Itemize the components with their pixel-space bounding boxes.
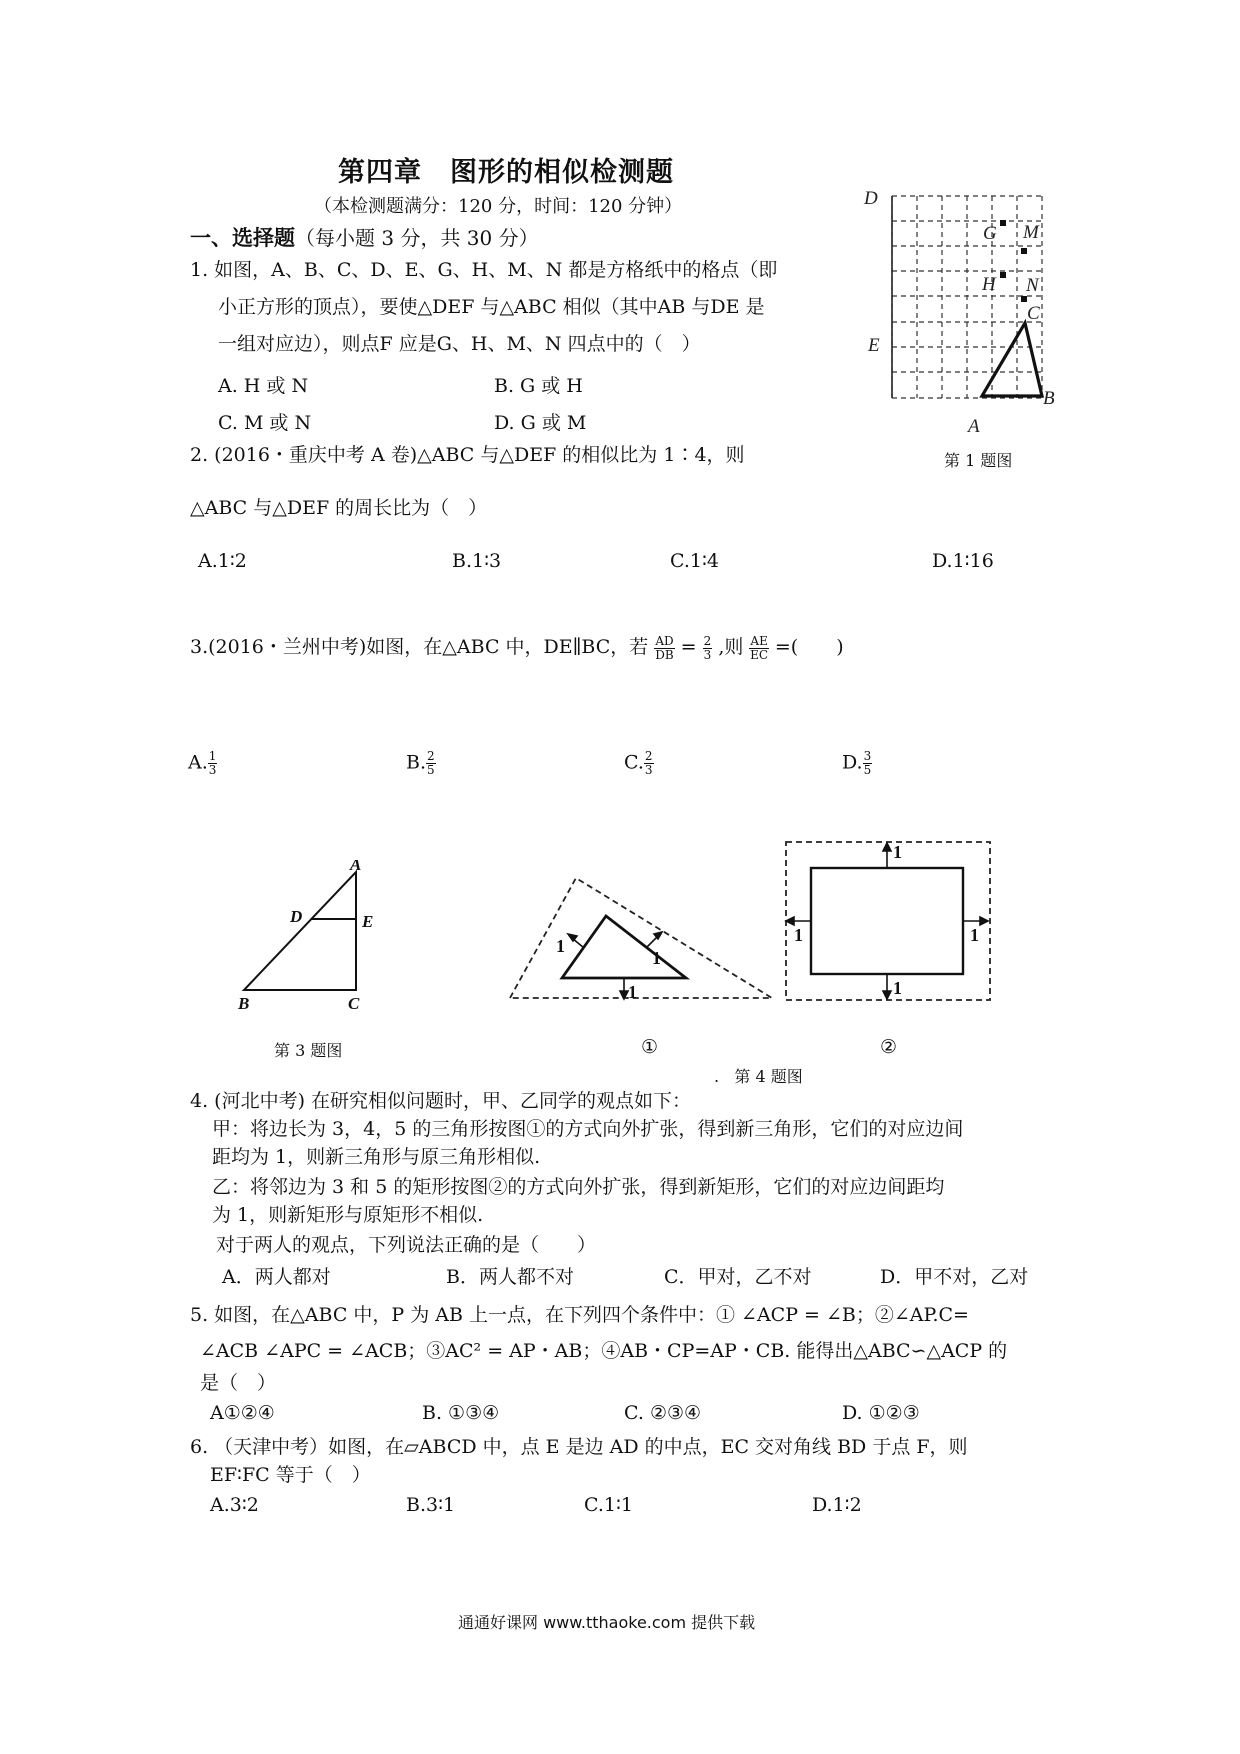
- expanded-triangle: [510, 878, 772, 998]
- q6-line1: 6. （天津中考）如图，在▱ABCD 中，点 E 是边 AD 的中点，EC 交对角线 BD 于点 F，则: [190, 1436, 968, 1458]
- frac-denominator: 3: [703, 647, 712, 662]
- footer-credit: 通通好课网 www.tthaoke.com 提供下载: [458, 1613, 756, 1632]
- q3-fraction-2-3: [703, 635, 713, 662]
- q4-line4: 乙：将邻边为 3 和 5 的矩形按图②的方式向外扩张，得到新矩形，它们的对应边间距均: [212, 1176, 945, 1198]
- q3-figure-caption: 第 3 题图: [274, 1041, 343, 1060]
- label-a: A: [350, 860, 362, 874]
- distance-label: 1: [628, 982, 637, 1002]
- label-e: E: [362, 912, 374, 931]
- label-c: C: [348, 994, 360, 1013]
- q5-option-b: B. ①③④: [422, 1402, 500, 1424]
- caption-text: 第 4 题图: [734, 1067, 803, 1086]
- q5-option-a: A①②④: [210, 1402, 275, 1424]
- label-g: G: [983, 223, 997, 244]
- q5-option-d: D. ①②③: [842, 1402, 920, 1424]
- q5-option-c: C. ②③④: [624, 1402, 702, 1424]
- q1-figure-caption: 第 1 题图: [944, 451, 1013, 470]
- label-h: H: [982, 274, 996, 295]
- original-triangle: [562, 916, 686, 978]
- q4-option-b: B．两人都不对: [446, 1266, 574, 1288]
- frac-denominator: 5: [427, 763, 435, 777]
- original-rectangle: [811, 868, 963, 974]
- q4-option-d: D．甲不对，乙对: [880, 1266, 1029, 1288]
- section-note: （每小题 3 分，共 30 分）: [295, 226, 539, 250]
- q4-line2: 甲：将边长为 3，4，5 的三角形按图①的方式向外扩张，得到新三角形，它们的对应边间: [212, 1118, 964, 1140]
- label-b: B: [1043, 388, 1055, 409]
- q2-line1: 2. (2016・重庆中考 A 卷)△ABC 与△DEF 的相似比为 1∶4，则: [190, 444, 745, 466]
- label-b: B: [238, 994, 250, 1013]
- frac-denominator: EC: [750, 647, 769, 662]
- q1-grid-figure: [860, 188, 1090, 448]
- q4-option-c: C．甲对，乙不对: [664, 1266, 812, 1288]
- label-n: N: [1026, 275, 1039, 296]
- q2-line2: △ABC 与△DEF 的周长比为（ ）: [190, 497, 488, 519]
- distance-label: 1: [893, 842, 902, 862]
- distance-label: 1: [970, 925, 979, 945]
- q3-fraction-ae-ec: [749, 635, 768, 662]
- frac-numerator: 2: [644, 749, 653, 763]
- distance-label: 1: [893, 978, 902, 998]
- q3-option-a: [188, 750, 217, 777]
- label-c: C: [1027, 303, 1040, 324]
- point-g: [1000, 220, 1006, 226]
- frac-numerator: AD: [655, 633, 674, 648]
- q1-line3: 一组对应边），则点F 应是G、H、M、N 四点中的（ ）: [218, 333, 701, 355]
- label-m: M: [1023, 222, 1039, 243]
- frac-numerator: 2: [703, 633, 712, 648]
- q3-equals: =: [680, 636, 703, 658]
- q4-line6: 对于两人的观点，下列说法正确的是（ ）: [216, 1234, 597, 1256]
- frac-denominator: 3: [644, 763, 653, 777]
- point-m: [1021, 248, 1027, 254]
- page-title: 第四章 图形的相似检测题: [338, 157, 674, 188]
- q4-line3: 距均为 1，则新三角形与原三角形相似.: [212, 1146, 541, 1168]
- q3-option-b: [406, 750, 436, 777]
- q3-fraction-ad-db: [654, 635, 674, 662]
- q3-triangle-figure: [230, 860, 400, 1020]
- q6-option-c: C.1∶1: [584, 1494, 634, 1516]
- q2-option-c: C.1∶4: [670, 550, 720, 572]
- q3-answer-blank: =( ): [774, 636, 844, 658]
- label-d: D: [864, 188, 878, 209]
- q2-option-b: B.1∶3: [452, 550, 502, 572]
- frac-numerator: 3: [863, 749, 872, 763]
- q4-line5: 为 1，则新矩形与原矩形不相似.: [212, 1204, 484, 1226]
- q4-figure-caption: [714, 1064, 803, 1087]
- q1-line1: 1. 如图，A、B、C、D、E、G、H、M、N 都是方格纸中的格点（即: [190, 259, 778, 281]
- q3-option-c: [624, 750, 654, 777]
- distance-label: 1: [556, 936, 565, 956]
- label-a: A: [968, 416, 980, 437]
- q2-option-d: D.1∶16: [932, 550, 994, 572]
- frac-denominator: 5: [863, 763, 872, 777]
- caption-dot: .: [714, 1067, 720, 1086]
- q6-line2: EF∶FC 等于（ ）: [210, 1464, 371, 1486]
- frac-numerator: 2: [427, 749, 435, 763]
- option-label: B.: [406, 751, 427, 774]
- q4-figure-1-caption: ①: [641, 1036, 659, 1058]
- frac-denominator: 3: [208, 763, 217, 777]
- distance-label: 1: [794, 925, 803, 945]
- section-title: 一、选择题: [190, 225, 295, 250]
- q4-option-a: A．两人都对: [222, 1266, 331, 1288]
- q5-line3: 是（ ）: [200, 1372, 277, 1394]
- q3-option-d: [842, 750, 872, 777]
- section-heading: [190, 222, 539, 252]
- triangle-abc: [982, 323, 1042, 396]
- q3-stem: [190, 632, 844, 662]
- frac-denominator: DB: [655, 647, 674, 662]
- frac-numerator: AE: [750, 633, 768, 648]
- q3-then: ,则: [718, 636, 744, 658]
- q4-line1: 4. (河北中考) 在研究相似问题时，甲、乙同学的观点如下：: [190, 1090, 692, 1112]
- q4-figure-1: [500, 870, 780, 1010]
- option-label: C.: [624, 751, 644, 774]
- q1-line2: 小正方形的顶点），要使△DEF 与△ABC 相似（其中AB 与DE 是: [218, 296, 765, 318]
- q5-line2: ∠ACB ∠APC = ∠ACB；③AC² = AP・AB；④AB・CP=AP・CB. 能得出△ABC∽△ACP 的: [200, 1340, 1008, 1362]
- q1-option-b: B. G 或 H: [494, 375, 583, 397]
- q4-figure-2-caption: ②: [880, 1036, 898, 1058]
- q6-option-b: B.3∶1: [406, 1494, 456, 1516]
- q1-option-a: A. H 或 N: [218, 375, 309, 397]
- option-label: A.: [188, 751, 208, 774]
- label-d: D: [290, 907, 303, 926]
- q3-stem-text: 3.(2016・兰州中考)如图，在△ABC 中，DE∥BC，若: [190, 636, 649, 658]
- q1-option-d: D. G 或 M: [494, 412, 587, 434]
- distance-label: 1: [652, 948, 661, 968]
- frac-numerator: 1: [208, 749, 217, 763]
- label-e: E: [868, 335, 880, 356]
- q6-option-d: D.1∶2: [812, 1494, 862, 1516]
- q5-line1: 5. 如图，在△ABC 中，P 为 AB 上一点，在下列四个条件中：① ∠ACP = ∠B；②∠AP.C=: [190, 1304, 969, 1326]
- point-n: [1021, 296, 1027, 302]
- expanded-rectangle: [786, 842, 990, 1000]
- q4-figure-2: [780, 836, 1000, 1006]
- q6-option-a: A.3∶2: [210, 1494, 259, 1516]
- point-h: [1000, 272, 1006, 278]
- exam-info: （本检测题满分：120 分，时间：120 分钟）: [314, 196, 683, 217]
- q1-option-c: C. M 或 N: [218, 412, 312, 434]
- q2-option-a: A.1∶2: [198, 550, 247, 572]
- option-label: D.: [842, 751, 863, 774]
